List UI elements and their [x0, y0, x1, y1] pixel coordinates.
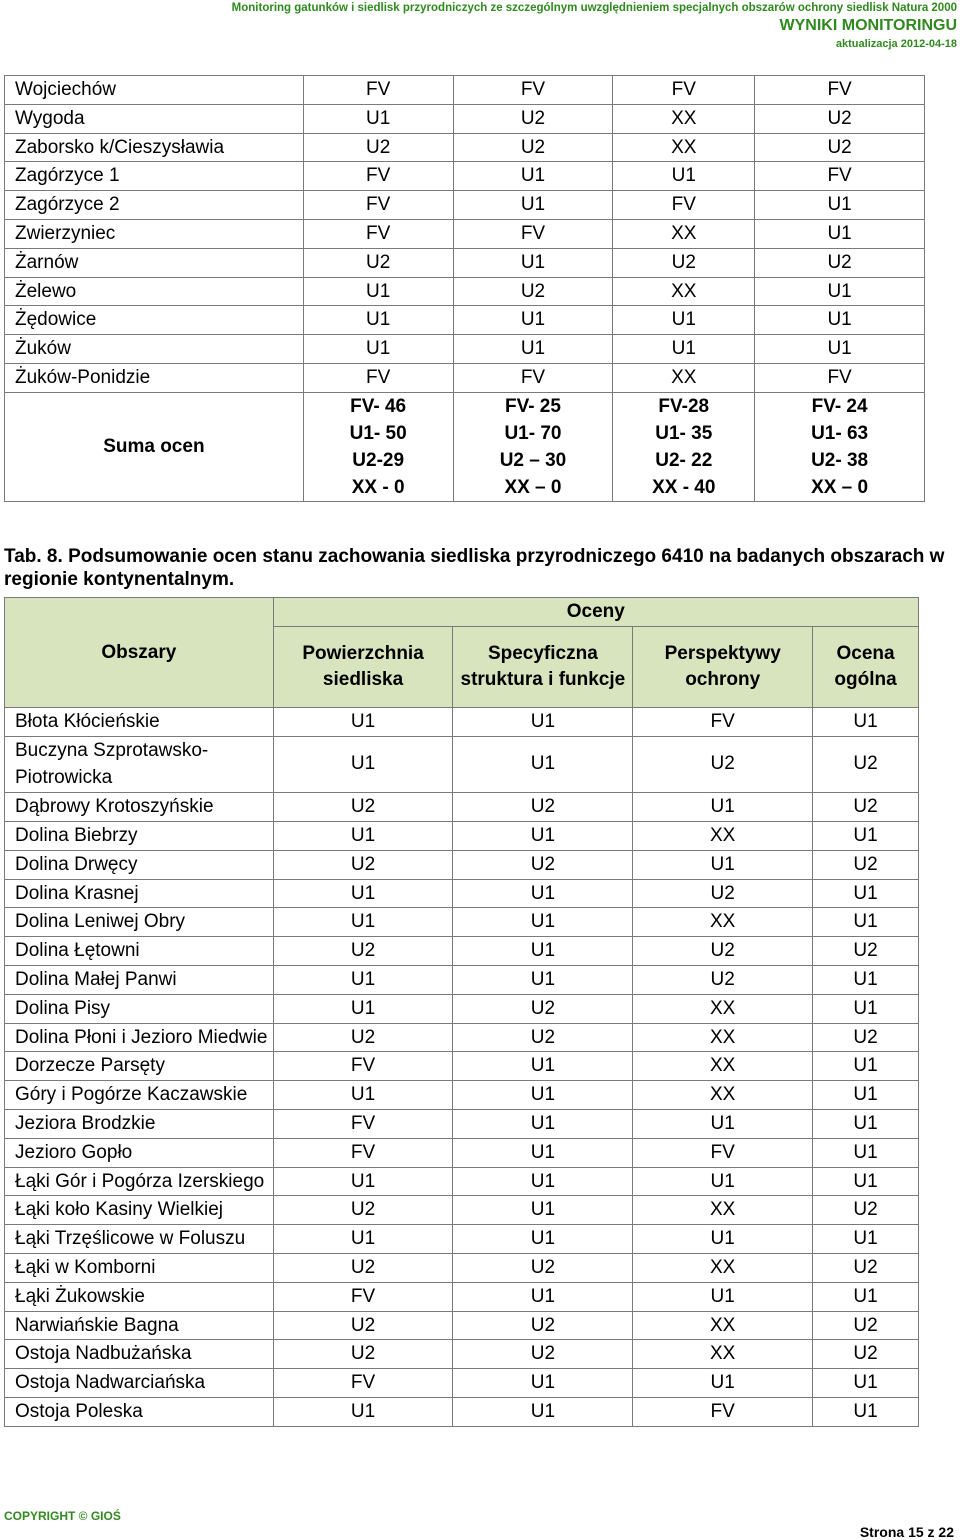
- rating-cell: XX: [633, 1023, 813, 1052]
- area-name-cell: Dolina Małej Panwi: [5, 965, 274, 994]
- col-header-group: Oceny: [273, 598, 918, 627]
- area-name-cell: Dolina Drwęcy: [5, 850, 274, 879]
- rating-cell: U1: [453, 1081, 633, 1110]
- rating-cell: U1: [813, 707, 919, 736]
- rating-cell: XX: [633, 994, 813, 1023]
- rating-cell: U1: [453, 707, 633, 736]
- area-name-cell: Ostoja Nadbużańska: [5, 1340, 274, 1369]
- rating-cell: U2: [453, 104, 613, 133]
- rating-cell: FV: [633, 1138, 813, 1167]
- area-name-cell: Żędowice: [5, 306, 304, 335]
- table-row: [5, 707, 919, 736]
- rating-cell: XX: [633, 908, 813, 937]
- sum-row: [5, 392, 925, 501]
- table-row: [5, 1369, 919, 1398]
- area-name-cell: Błota Kłócieńskie: [5, 707, 274, 736]
- rating-cell: U1: [453, 821, 633, 850]
- rating-cell: U1: [813, 1081, 919, 1110]
- area-name-cell: Zagórzyce 2: [5, 191, 304, 220]
- rating-cell: U1: [273, 707, 453, 736]
- table-row: [5, 76, 925, 105]
- table-row: [5, 306, 925, 335]
- rating-cell: U1: [303, 306, 453, 335]
- rating-cell: U2: [813, 1196, 919, 1225]
- rating-cell: U2: [453, 994, 633, 1023]
- header-section: WYNIKI MONITORINGU: [779, 17, 957, 34]
- header-date: aktualizacja 2012-04-18: [835, 38, 957, 50]
- table-row: [5, 104, 925, 133]
- rating-cell: U2: [273, 1340, 453, 1369]
- table-row: [5, 133, 925, 162]
- rating-cell: U2: [633, 965, 813, 994]
- sum-cell: FV- 24 U1- 63 U2- 38 XX – 0: [755, 392, 925, 501]
- table-row: [5, 1253, 919, 1282]
- table-row: [5, 1138, 919, 1167]
- rating-cell: U1: [813, 1109, 919, 1138]
- rating-cell: FV: [303, 191, 453, 220]
- copyright: COPYRIGHT © GIOŚ: [4, 1509, 121, 1523]
- area-name-cell: Żuków-Ponidzie: [5, 363, 304, 392]
- rating-cell: U2: [453, 133, 613, 162]
- area-name-cell: Wygoda: [5, 104, 304, 133]
- rating-cell: U1: [755, 219, 925, 248]
- rating-cell: U1: [453, 1167, 633, 1196]
- rating-cell: FV: [755, 363, 925, 392]
- rating-cell: XX: [613, 219, 755, 248]
- area-name-cell: Dolina Leniwej Obry: [5, 908, 274, 937]
- rating-cell: U1: [813, 1369, 919, 1398]
- rating-cell: FV: [303, 76, 453, 105]
- area-name-cell: Ostoja Nadwarciańska: [5, 1369, 274, 1398]
- rating-cell: FV: [303, 162, 453, 191]
- table-row: [5, 363, 925, 392]
- rating-cell: XX: [613, 363, 755, 392]
- rating-cell: U2: [453, 1253, 633, 1282]
- rating-cell: XX: [633, 1196, 813, 1225]
- rating-cell: U2: [813, 850, 919, 879]
- rating-cell: FV: [633, 1397, 813, 1426]
- rating-cell: FV: [453, 363, 613, 392]
- table-row: [5, 850, 919, 879]
- area-name-cell: Dolina Łętowni: [5, 937, 274, 966]
- rating-cell: U1: [755, 335, 925, 364]
- rating-cell: XX: [633, 1081, 813, 1110]
- rating-cell: U2: [303, 248, 453, 277]
- rating-cell: U1: [273, 1081, 453, 1110]
- col-header-prospects: Perspektywy ochrony: [633, 626, 813, 707]
- rating-cell: U1: [273, 821, 453, 850]
- rating-cell: FV: [303, 219, 453, 248]
- rating-cell: U2: [813, 736, 919, 793]
- area-name-cell: Żuków: [5, 335, 304, 364]
- table-row: [5, 219, 925, 248]
- rating-cell: U1: [613, 162, 755, 191]
- rating-cell: XX: [613, 104, 755, 133]
- assessment-table: [4, 597, 919, 1427]
- rating-cell: U1: [813, 1167, 919, 1196]
- caption-label: Tab. 8.: [4, 546, 63, 567]
- rating-cell: U1: [273, 736, 453, 793]
- table-row: [5, 821, 919, 850]
- sum-cell: FV-28 U1- 35 U2- 22 XX - 40: [613, 392, 755, 501]
- table-row: [5, 335, 925, 364]
- rating-cell: U1: [273, 1167, 453, 1196]
- rating-cell: U1: [453, 937, 633, 966]
- rating-cell: FV: [273, 1369, 453, 1398]
- rating-cell: U1: [273, 879, 453, 908]
- table-row: [5, 1196, 919, 1225]
- rating-cell: U2: [613, 248, 755, 277]
- rating-cell: U2: [453, 793, 633, 822]
- table-row: [5, 1109, 919, 1138]
- table-row: [5, 793, 919, 822]
- area-name-cell: Łąki Gór i Pogórza Izerskiego: [5, 1167, 274, 1196]
- rating-cell: U1: [633, 1369, 813, 1398]
- rating-cell: XX: [613, 133, 755, 162]
- rating-cell: U1: [813, 1225, 919, 1254]
- table2-header-row: [5, 598, 919, 627]
- rating-cell: U2: [453, 1340, 633, 1369]
- page-number: Strona 15 z 22: [859, 1524, 954, 1540]
- rating-cell: U2: [813, 793, 919, 822]
- table1-body: [5, 76, 925, 393]
- rating-cell: U1: [613, 306, 755, 335]
- rating-cell: U1: [453, 306, 613, 335]
- table-row: [5, 937, 919, 966]
- rating-cell: U1: [633, 1282, 813, 1311]
- rating-cell: U2: [273, 793, 453, 822]
- rating-cell: U1: [813, 879, 919, 908]
- rating-cell: XX: [633, 821, 813, 850]
- sum-cell: FV- 46 U1- 50 U2-29 XX - 0: [303, 392, 453, 501]
- rating-cell: U1: [453, 879, 633, 908]
- sum-label: Suma ocen: [5, 392, 304, 501]
- rating-cell: U1: [453, 191, 613, 220]
- rating-cell: U1: [303, 277, 453, 306]
- rating-cell: U1: [453, 908, 633, 937]
- rating-cell: U2: [273, 1253, 453, 1282]
- area-name-cell: Dolina Biebrzy: [5, 821, 274, 850]
- rating-cell: U2: [755, 248, 925, 277]
- rating-cell: U1: [613, 335, 755, 364]
- rating-cell: U2: [633, 736, 813, 793]
- area-name-cell: Żarnów: [5, 248, 304, 277]
- rating-cell: U1: [453, 162, 613, 191]
- rating-cell: U1: [755, 277, 925, 306]
- area-name-cell: Łąki Żukowskie: [5, 1282, 274, 1311]
- rating-cell: U1: [453, 1369, 633, 1398]
- table-row: [5, 908, 919, 937]
- rating-cell: U1: [453, 1397, 633, 1426]
- rating-cell: U1: [453, 1282, 633, 1311]
- rating-cell: U1: [273, 1397, 453, 1426]
- rating-cell: U1: [755, 191, 925, 220]
- rating-cell: U1: [453, 1052, 633, 1081]
- table-row: [5, 1052, 919, 1081]
- area-name-cell: Jezioro Gopło: [5, 1138, 274, 1167]
- area-name-cell: Ostoja Poleska: [5, 1397, 274, 1426]
- table-row: [5, 248, 925, 277]
- rating-cell: U1: [453, 1138, 633, 1167]
- table-row: [5, 1023, 919, 1052]
- rating-cell: FV: [633, 707, 813, 736]
- rating-cell: U2: [633, 937, 813, 966]
- area-name-cell: Dolina Krasnej: [5, 879, 274, 908]
- rating-cell: U1: [813, 821, 919, 850]
- area-name-cell: Buczyna Szprotawsko-Piotrowicka: [5, 736, 274, 793]
- rating-cell: XX: [633, 1052, 813, 1081]
- rating-cell: U2: [453, 277, 613, 306]
- rating-cell: U2: [273, 937, 453, 966]
- rating-cell: U1: [453, 335, 613, 364]
- col-header-structure: Specyficzna struktura i funkcje: [453, 626, 633, 707]
- rating-cell: U1: [633, 850, 813, 879]
- rating-cell: U2: [813, 1253, 919, 1282]
- rating-cell: U1: [453, 1225, 633, 1254]
- rating-cell: XX: [633, 1311, 813, 1340]
- rating-cell: U1: [303, 104, 453, 133]
- rating-cell: U1: [453, 1109, 633, 1138]
- area-name-cell: Jeziora Brodzkie: [5, 1109, 274, 1138]
- rating-cell: FV: [613, 191, 755, 220]
- caption-text: Podsumowanie ocen stanu zachowania siedliska przyrodniczego 6410 na badanych obszarach w regionie kontynentalnym.: [4, 546, 945, 590]
- area-name-cell: Zagórzyce 1: [5, 162, 304, 191]
- rating-cell: FV: [273, 1282, 453, 1311]
- rating-cell: XX: [613, 277, 755, 306]
- table-row: [5, 1167, 919, 1196]
- table-row: [5, 879, 919, 908]
- rating-cell: U2: [273, 1023, 453, 1052]
- table-row: [5, 1225, 919, 1254]
- rating-cell: U1: [633, 1167, 813, 1196]
- rating-cell: U1: [273, 908, 453, 937]
- area-name-cell: Łąki Trzęślicowe w Foluszu: [5, 1225, 274, 1254]
- area-name-cell: Zaborsko k/Cieszysławia: [5, 133, 304, 162]
- rating-cell: FV: [273, 1109, 453, 1138]
- area-name-cell: Dolina Płoni i Jezioro Miedwie: [5, 1023, 274, 1052]
- table-row: [5, 1282, 919, 1311]
- rating-cell: U1: [273, 994, 453, 1023]
- area-name-cell: Zwierzyniec: [5, 219, 304, 248]
- rating-cell: FV: [303, 363, 453, 392]
- rating-cell: U2: [755, 133, 925, 162]
- rating-cell: U2: [813, 1311, 919, 1340]
- table-row: [5, 1081, 919, 1110]
- rating-cell: U1: [303, 335, 453, 364]
- area-name-cell: Łąki koło Kasiny Wielkiej: [5, 1196, 274, 1225]
- rating-cell: U2: [633, 879, 813, 908]
- table-row: [5, 994, 919, 1023]
- table-row: [5, 736, 919, 793]
- rating-cell: U1: [273, 965, 453, 994]
- rating-cell: U2: [273, 850, 453, 879]
- rating-cell: U1: [813, 908, 919, 937]
- rating-cell: FV: [273, 1052, 453, 1081]
- rating-cell: U1: [813, 965, 919, 994]
- rating-cell: U1: [813, 1138, 919, 1167]
- rating-cell: U1: [813, 994, 919, 1023]
- table2-body: [5, 707, 919, 1426]
- rating-cell: U2: [453, 1311, 633, 1340]
- rating-cell: U1: [273, 1225, 453, 1254]
- area-name-cell: Wojciechów: [5, 76, 304, 105]
- rating-cell: FV: [453, 76, 613, 105]
- summary-table-continuation: [4, 75, 925, 502]
- rating-cell: FV: [453, 219, 613, 248]
- rating-cell: U2: [453, 1023, 633, 1052]
- rating-cell: FV: [755, 76, 925, 105]
- rating-cell: U1: [633, 793, 813, 822]
- rating-cell: FV: [273, 1138, 453, 1167]
- table-row: [5, 1397, 919, 1426]
- col-header-area: Obszary: [5, 598, 274, 708]
- rating-cell: U2: [755, 104, 925, 133]
- area-name-cell: Góry i Pogórze Kaczawskie: [5, 1081, 274, 1110]
- area-name-cell: Żelewo: [5, 277, 304, 306]
- table-row: [5, 1340, 919, 1369]
- rating-cell: U2: [273, 1196, 453, 1225]
- rating-cell: U2: [303, 133, 453, 162]
- table-row: [5, 277, 925, 306]
- col-header-area-size: Powierzchnia siedliska: [273, 626, 453, 707]
- col-header-overall: Ocena ogólna: [813, 626, 919, 707]
- table-row: [5, 191, 925, 220]
- rating-cell: U1: [633, 1109, 813, 1138]
- table-row: [5, 1311, 919, 1340]
- header-title: Monitoring gatunków i siedlisk przyrodniczych ze szczególnym uwzględnieniem specjalnych obszarów ochrony siedlisk Natura 2000: [231, 2, 957, 14]
- rating-cell: U1: [633, 1225, 813, 1254]
- table-row: [5, 162, 925, 191]
- area-name-cell: Dolina Pisy: [5, 994, 274, 1023]
- rating-cell: U1: [453, 736, 633, 793]
- rating-cell: U1: [453, 1196, 633, 1225]
- rating-cell: U1: [755, 306, 925, 335]
- rating-cell: U2: [813, 1023, 919, 1052]
- rating-cell: U1: [813, 1052, 919, 1081]
- area-name-cell: Dorzecze Parsęty: [5, 1052, 274, 1081]
- rating-cell: U1: [813, 1282, 919, 1311]
- rating-cell: U1: [453, 965, 633, 994]
- sum-cell: FV- 25 U1- 70 U2 – 30 XX – 0: [453, 392, 613, 501]
- rating-cell: XX: [633, 1253, 813, 1282]
- rating-cell: FV: [613, 76, 755, 105]
- area-name-cell: Łąki w Komborni: [5, 1253, 274, 1282]
- area-name-cell: Dąbrowy Krotoszyńskie: [5, 793, 274, 822]
- table-caption: [4, 545, 960, 591]
- rating-cell: U1: [813, 1397, 919, 1426]
- rating-cell: U2: [813, 937, 919, 966]
- rating-cell: FV: [755, 162, 925, 191]
- rating-cell: U2: [273, 1311, 453, 1340]
- rating-cell: XX: [633, 1340, 813, 1369]
- rating-cell: U2: [453, 850, 633, 879]
- area-name-cell: Narwiańskie Bagna: [5, 1311, 274, 1340]
- rating-cell: U2: [813, 1340, 919, 1369]
- rating-cell: U1: [453, 248, 613, 277]
- table-row: [5, 965, 919, 994]
